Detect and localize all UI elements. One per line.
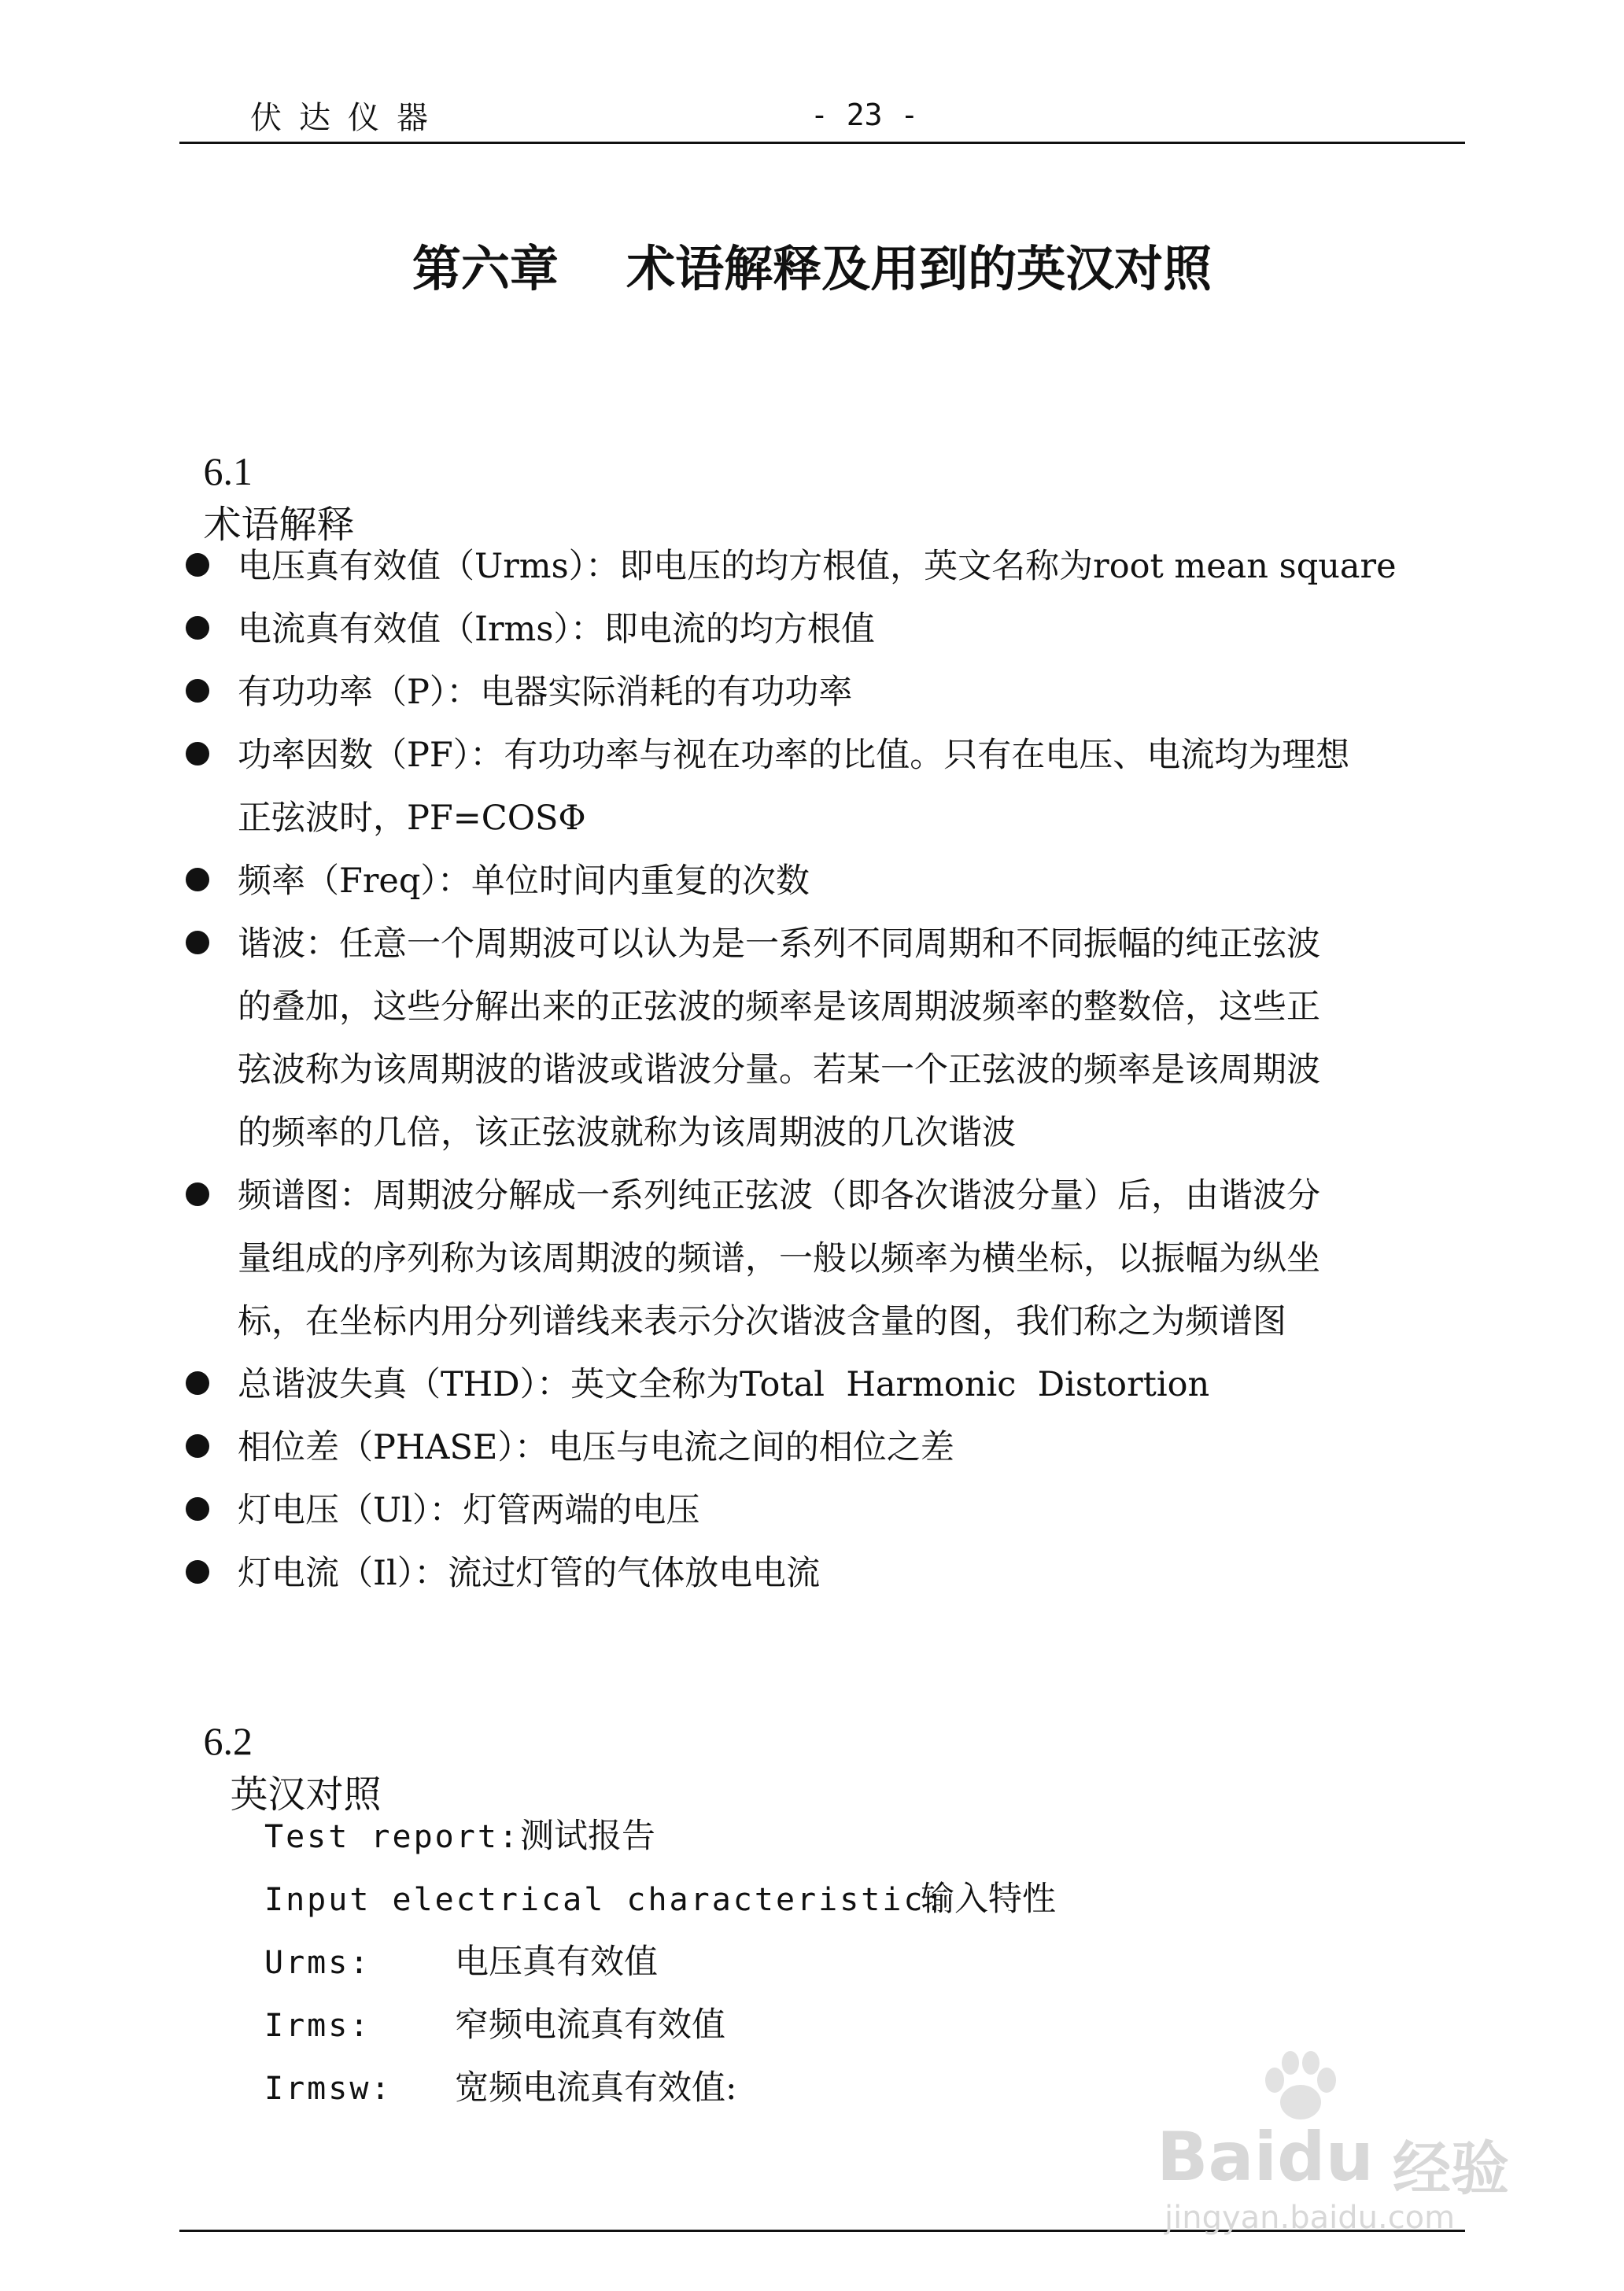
term-item bbox=[186, 913, 1320, 976]
bullet-icon bbox=[186, 679, 209, 703]
section-title-text: 英汉对照 bbox=[230, 1773, 382, 1817]
glossary-term-zh: 窄频电流真有效值 bbox=[455, 2005, 725, 2045]
glossary-term-zh: 电压真有效值 bbox=[455, 1942, 658, 1982]
section-number: 6.2 bbox=[203, 1719, 253, 1763]
term-item-continuation bbox=[238, 1227, 1320, 1290]
bullet-icon bbox=[186, 931, 209, 954]
term-item bbox=[186, 1353, 1209, 1416]
term-text: 量组成的序列称为该周期波的频谱，一般以频率为横坐标，以振幅为纵坐 bbox=[238, 1239, 1320, 1278]
term-text: 频谱图：周期波分解成一系列纯正弦波（即各次谐波分量）后，由谐波分 bbox=[238, 1176, 1320, 1216]
glossary-term-en: Irms: bbox=[264, 2008, 371, 2044]
term-text: 频率（Freq）：单位时间内重复的次数 bbox=[238, 861, 810, 901]
term-text: 总谐波失真（THD）：英文全称为Total Harmonic Distortion bbox=[238, 1365, 1210, 1404]
watermark-brand-suffix: 经验 bbox=[1393, 2135, 1509, 2203]
chapter-title: 第六章 术语解释及用到的英汉对照 bbox=[412, 240, 1212, 297]
term-item bbox=[186, 535, 1397, 598]
section-heading-6-2 bbox=[179, 1674, 382, 1818]
term-item bbox=[186, 1416, 954, 1479]
glossary-term-en: Test report: bbox=[264, 1819, 520, 1855]
glossary-term-en: Irmsw: bbox=[264, 2071, 393, 2107]
glossary-entry bbox=[264, 1868, 1445, 1931]
term-item-continuation bbox=[238, 1290, 1286, 1353]
bullet-icon bbox=[186, 1371, 209, 1395]
glossary-term-en: Urms: bbox=[264, 1945, 371, 1981]
glossary-term-zh: 宽频电流真有效值: bbox=[455, 2068, 737, 2108]
term-text: 相位差（PHASE）：电压与电流之间的相位之差 bbox=[238, 1428, 954, 1467]
term-item bbox=[186, 850, 810, 913]
bullet-icon bbox=[186, 1182, 209, 1206]
term-item bbox=[186, 598, 875, 661]
section-title-text: 术语解释 bbox=[203, 503, 355, 547]
bullet-icon bbox=[186, 1560, 209, 1584]
watermark-brand: Baidu bbox=[1157, 2118, 1374, 2197]
glossary-entry bbox=[264, 1805, 1445, 1869]
term-text: 标，在坐标内用分列谱线来表示分次谐波含量的图，我们称之为频谱图 bbox=[238, 1302, 1286, 1341]
term-text: 灯电流（Il）：流过灯管的气体放电电流 bbox=[238, 1554, 821, 1593]
glossary-term-zh: 测试报告 bbox=[519, 1817, 655, 1856]
bullet-icon bbox=[186, 742, 209, 766]
term-text: 的频率的几倍，该正弦波就称为该周期波的几次谐波 bbox=[238, 1113, 1016, 1153]
header-company: 伏达仪器 bbox=[250, 100, 445, 136]
term-item bbox=[186, 1164, 1320, 1227]
term-text: 有功功率（P）：电器实际消耗的有功功率 bbox=[238, 673, 853, 712]
header-rule bbox=[179, 142, 1465, 144]
bullet-icon bbox=[186, 1497, 209, 1521]
glossary-term-zh: 输入特性 bbox=[921, 1880, 1056, 1919]
term-text: 正弦波时，PF=COSΦ bbox=[238, 799, 586, 838]
term-text: 弦波称为该周期波的谐波或谐波分量。若某一个正弦波的频率是该周期波 bbox=[238, 1050, 1320, 1090]
baidu-watermark bbox=[1157, 2046, 1566, 2234]
term-text: 功率因数（PF）：有功功率与视在功率的比值。只有在电压、电流均为理想 bbox=[238, 736, 1350, 775]
term-item-continuation bbox=[238, 976, 1320, 1039]
term-text: 电压真有效值（Urms）：即电压的均方根值，英文名称为root mean square bbox=[238, 547, 1397, 586]
bullet-icon bbox=[186, 616, 209, 640]
section-heading-6-1 bbox=[179, 404, 355, 548]
term-item bbox=[186, 661, 852, 724]
term-item bbox=[186, 724, 1349, 787]
term-item-continuation bbox=[238, 1101, 1016, 1164]
term-text: 谐波：任意一个周期波可以认为是一系列不同周期和不同振幅的纯正弦波 bbox=[238, 924, 1320, 964]
term-item-continuation bbox=[238, 1039, 1320, 1101]
header-page-number: - 23 - bbox=[810, 98, 919, 132]
term-item bbox=[186, 1479, 700, 1542]
bullet-icon bbox=[186, 868, 209, 891]
term-item bbox=[186, 1542, 820, 1605]
watermark-url: jingyan.baidu.com bbox=[1164, 2200, 1456, 2236]
glossary-entry bbox=[264, 1931, 1445, 1994]
bullet-icon bbox=[186, 1434, 209, 1458]
term-text: 灯电压（Ul）：灯管两端的电压 bbox=[238, 1491, 700, 1530]
term-text: 电流真有效值（Irms）：即电流的均方根值 bbox=[238, 610, 875, 649]
term-item-continuation bbox=[238, 787, 586, 850]
section-number: 6.1 bbox=[203, 449, 253, 493]
term-text: 的叠加，这些分解出来的正弦波的频率是该周期波频率的整数倍，这些正 bbox=[238, 987, 1320, 1027]
bullet-icon bbox=[186, 553, 209, 577]
glossary-term-en: Input electrical characteristic: bbox=[264, 1882, 947, 1918]
